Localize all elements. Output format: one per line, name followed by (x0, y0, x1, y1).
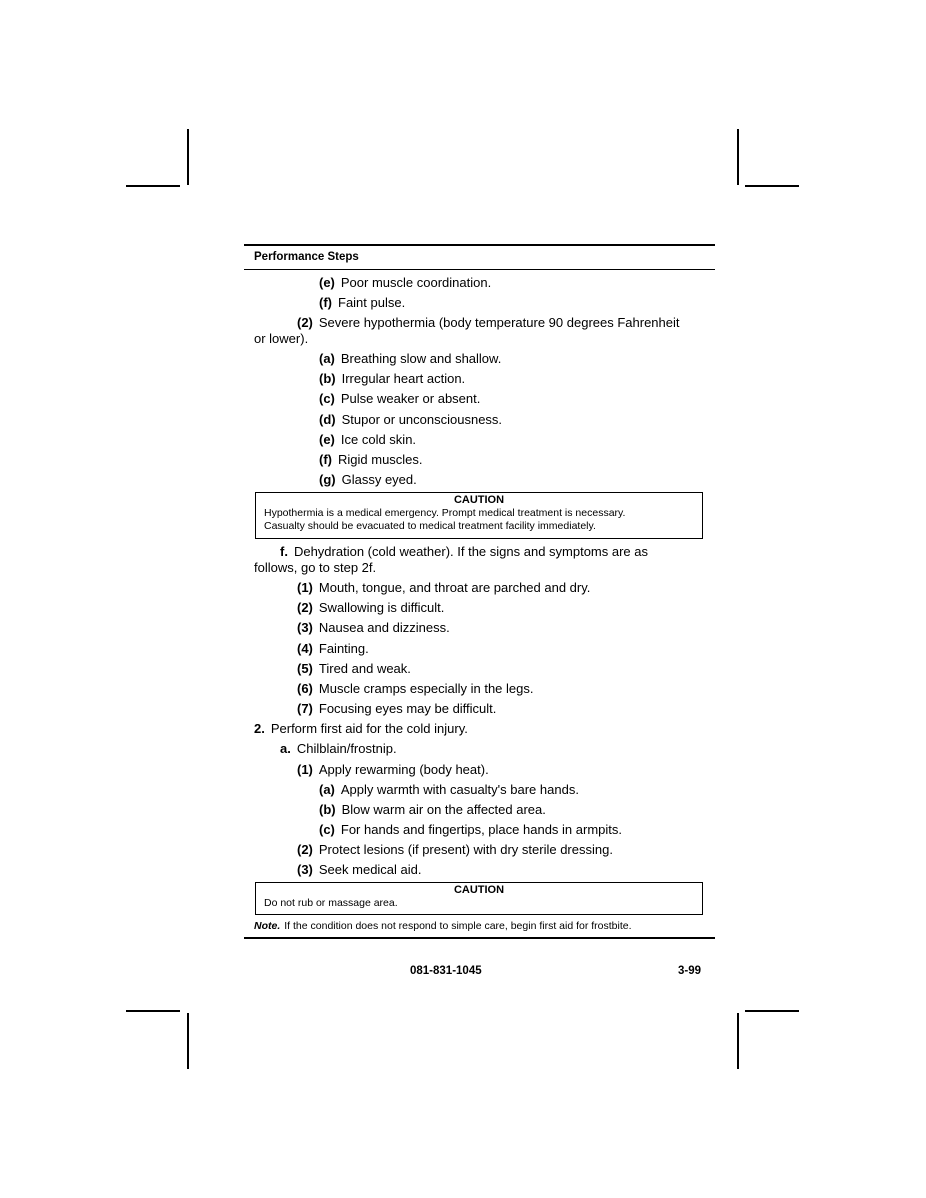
step-item (319, 472, 417, 488)
step-text: Pulse weaker or absent. (340, 391, 481, 406)
step-continuation: follows, go to step 2f. (254, 560, 377, 575)
step-label: (4) (297, 641, 313, 656)
step-label: (a) (319, 351, 335, 366)
step-item (297, 600, 444, 616)
step-label: (3) (297, 620, 313, 635)
step-text: Severe hypothermia (body temperature 90 degrees Fahrenheit (318, 315, 680, 330)
header-rule (244, 244, 715, 246)
document-code: 081-831-1045 (410, 965, 482, 977)
crop-mark (187, 1013, 189, 1069)
caution-text: Casualty should be evacuated to medical treatment facility immediately. (264, 520, 596, 532)
step-text: Protect lesions (if present) with dry sterile dressing. (318, 842, 613, 857)
crop-mark (126, 1010, 180, 1012)
step-label: f. (280, 544, 288, 559)
step-text: Blow warm air on the affected area. (341, 802, 546, 817)
step-label: (f) (319, 295, 332, 310)
note (254, 920, 632, 932)
step-text: Mouth, tongue, and throat are parched and dry. (318, 580, 591, 595)
caution-title: CAUTION (453, 494, 505, 506)
note-label: Note. (254, 920, 281, 932)
step-label: (2) (297, 842, 313, 857)
caution-title: CAUTION (453, 884, 505, 896)
note-text: If the condition does not respond to simple care, begin first aid for frostbite. (284, 920, 632, 932)
caution-text: Hypothermia is a medical emergency. Prompt medical treatment is necessary. (264, 507, 626, 519)
step-text: Apply rewarming (body heat). (318, 762, 489, 777)
step-text: Stupor or unconsciousness. (341, 412, 503, 427)
crop-mark (745, 185, 799, 187)
step-label: (1) (297, 580, 313, 595)
caution-box (255, 492, 703, 539)
step-item (297, 681, 533, 697)
step-label: (f) (319, 452, 332, 467)
crop-mark (745, 1010, 799, 1012)
crop-mark (737, 1013, 739, 1069)
step-label: (6) (297, 681, 313, 696)
step-label: (5) (297, 661, 313, 676)
step-text: Irregular heart action. (341, 371, 466, 386)
step-label: a. (280, 741, 291, 756)
step-label: (b) (319, 802, 336, 817)
section-header: Performance Steps (254, 251, 359, 263)
step-label: (g) (319, 472, 336, 487)
step-item (297, 701, 496, 717)
step-text: Rigid muscles. (338, 452, 423, 467)
caution-text: Do not rub or massage area. (264, 897, 398, 909)
step-label: (c) (319, 391, 335, 406)
caution-box (255, 882, 703, 915)
step-item (297, 641, 369, 657)
step-label: (b) (319, 371, 336, 386)
step-item (319, 275, 491, 291)
step-label: (a) (319, 782, 335, 797)
step-item (319, 452, 423, 468)
step-label: (1) (297, 762, 313, 777)
step-continuation: or lower). (254, 331, 309, 346)
crop-mark (737, 129, 739, 185)
step-item (319, 782, 579, 798)
step-text: Ice cold skin. (340, 432, 417, 447)
step-text: Swallowing is difficult. (318, 600, 445, 615)
step-label: (2) (297, 315, 313, 330)
step-item (297, 620, 450, 636)
step-label: (7) (297, 701, 313, 716)
step-label: (d) (319, 412, 336, 427)
step-text: Muscle cramps especially in the legs. (318, 681, 534, 696)
step-text: Seek medical aid. (318, 862, 422, 877)
step-text: Dehydration (cold weather). If the signs and symptoms are as (293, 544, 649, 559)
page-number: 3-99 (678, 965, 702, 977)
step-item (280, 544, 648, 560)
step-item (297, 842, 613, 858)
header-divider (244, 269, 715, 270)
step-item (319, 295, 405, 311)
step-item (297, 661, 411, 677)
step-text: Tired and weak. (318, 661, 411, 676)
step-item (319, 351, 501, 367)
step-text: Perform first aid for the cold injury. (270, 721, 468, 736)
step-text: Breathing slow and shallow. (340, 351, 502, 366)
step-text: Chilblain/frostnip. (296, 741, 397, 756)
step-text: Nausea and dizziness. (318, 620, 450, 635)
step-label: (e) (319, 275, 335, 290)
footer-rule (244, 937, 715, 939)
step-text: Apply warmth with casualty's bare hands. (340, 782, 579, 797)
step-text: Fainting. (318, 641, 369, 656)
crop-mark (187, 129, 189, 185)
step-item (319, 371, 465, 387)
step-item (319, 412, 502, 428)
step-label: 2. (254, 721, 265, 736)
step-item (297, 580, 590, 596)
step-item (319, 822, 622, 838)
step-text: Poor muscle coordination. (340, 275, 492, 290)
step-item (319, 391, 480, 407)
step-label: (e) (319, 432, 335, 447)
step-item (297, 862, 422, 878)
step-item (319, 802, 546, 818)
step-item (319, 432, 416, 448)
crop-mark (126, 185, 180, 187)
step-item (297, 762, 489, 778)
step-label: (2) (297, 600, 313, 615)
step-text: Faint pulse. (338, 295, 406, 310)
step-item (297, 315, 680, 331)
step-label: (3) (297, 862, 313, 877)
step-text: Focusing eyes may be difficult. (318, 701, 497, 716)
step-text: For hands and fingertips, place hands in armpits. (340, 822, 622, 837)
step-item (254, 721, 468, 737)
step-item (280, 741, 397, 757)
step-label: (c) (319, 822, 335, 837)
step-text: Glassy eyed. (341, 472, 417, 487)
